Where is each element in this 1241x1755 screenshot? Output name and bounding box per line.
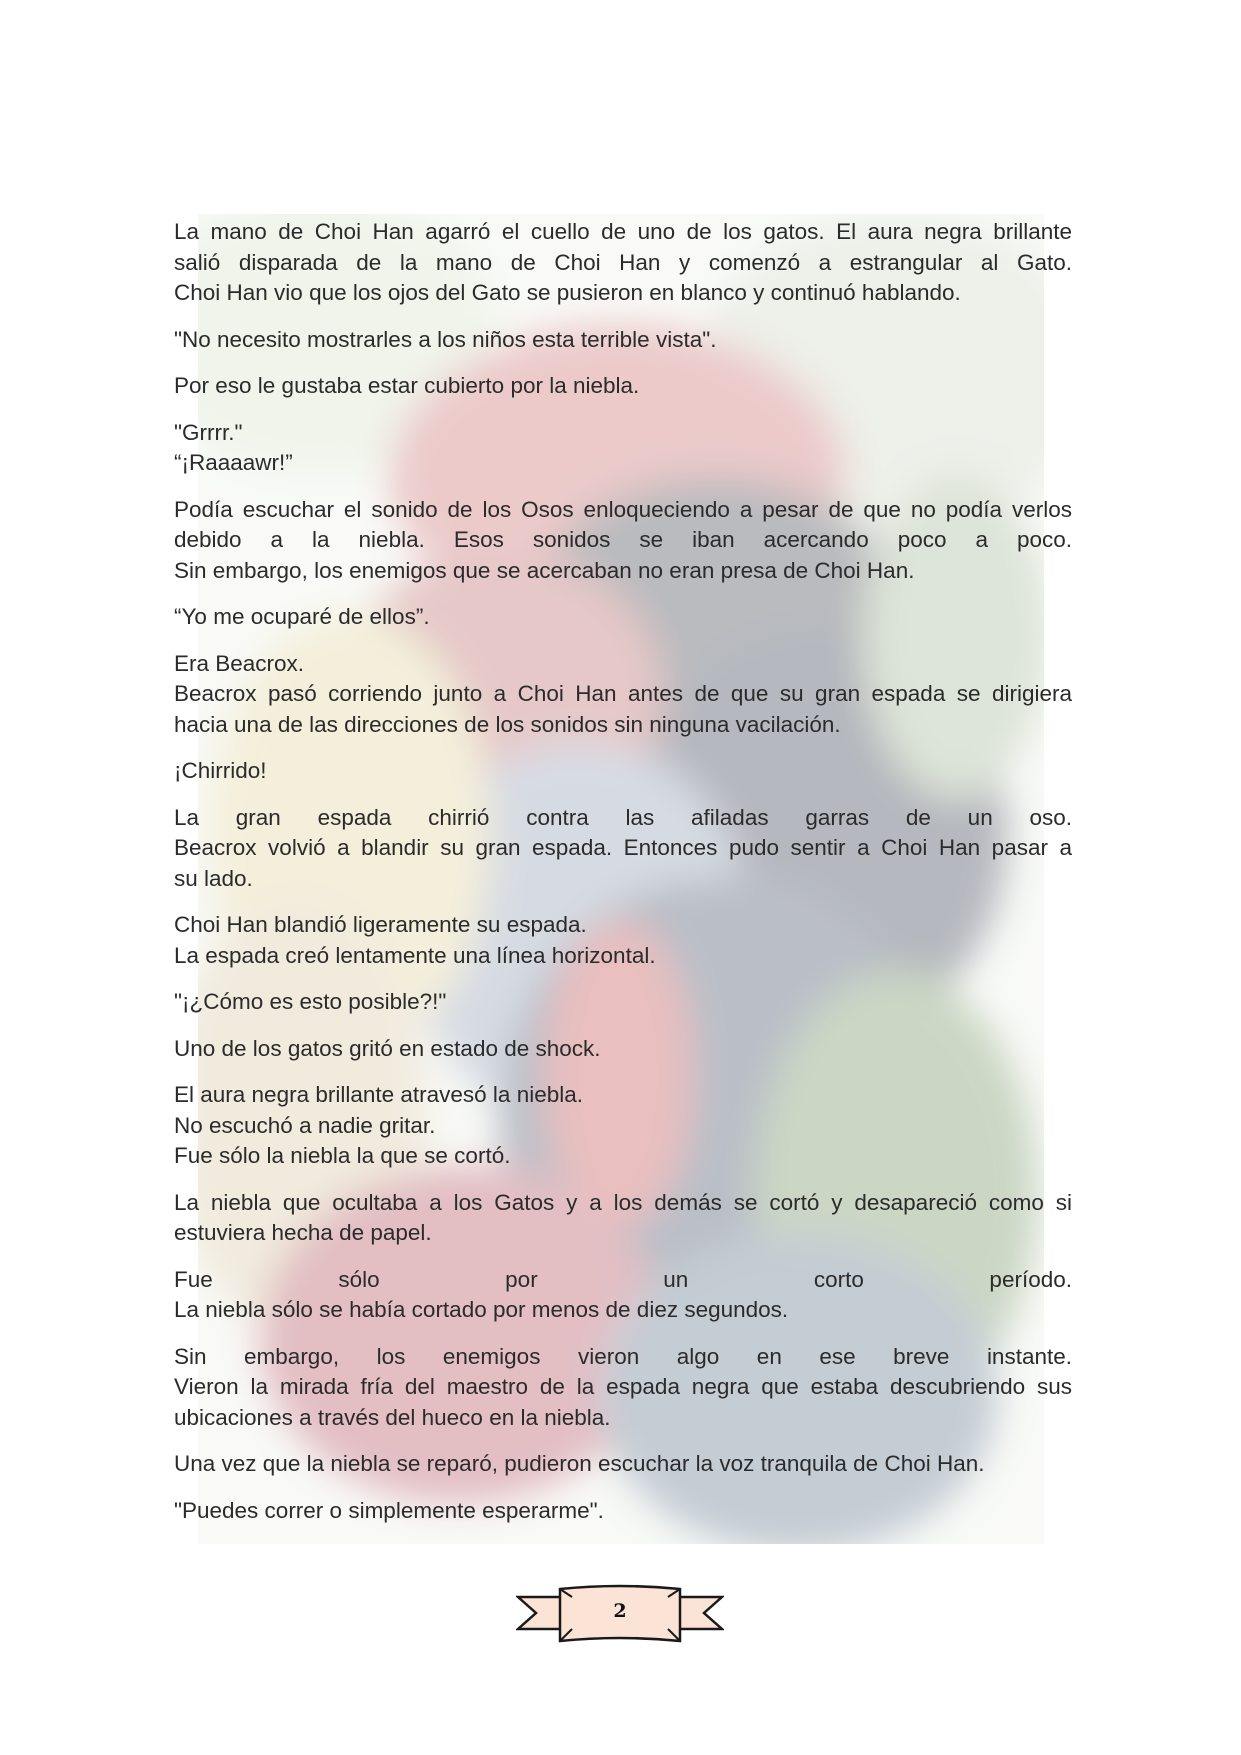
text-line: “Yo me ocuparé de ellos”. — [174, 604, 430, 629]
text-line: debido a la niebla. Esos sonidos se iban acercando poco a poco. — [174, 527, 1072, 552]
text-line: Choi Han blandió ligeramente su espada. — [174, 912, 587, 937]
paragraph — [174, 910, 1072, 971]
paragraph — [174, 1188, 1072, 1249]
paragraph — [174, 371, 1072, 402]
text-line: "Puedes correr o simplemente esperarme". — [174, 1497, 604, 1523]
text-line: No escuchó a nadie gritar. — [174, 1112, 436, 1138]
text-line: "¡¿Cómo es esto posible?!" — [174, 989, 447, 1014]
paragraph — [174, 217, 1072, 309]
paragraph — [174, 756, 1072, 787]
document-body — [174, 217, 1072, 1542]
text-line: Fue sólo la niebla la que se cortó. — [174, 1143, 511, 1168]
paragraph — [174, 1265, 1072, 1326]
text-line: Choi Han vio que los ojos del Gato se pusieron en blanco y continuó hablando. — [174, 280, 961, 305]
text-line: Por eso le gustaba estar cubierto por la niebla. — [174, 373, 640, 398]
text-line: Fue sólo por un corto período. — [174, 1266, 1072, 1292]
paragraph — [174, 987, 1072, 1018]
text-line: Beacrox pasó corriendo junto a Choi Han antes de que su gran espada se dirigiera — [174, 681, 1072, 706]
page-number: 2 — [613, 1600, 627, 1622]
text-line: salió disparada de la mano de Choi Han y comenzó a estrangular al Gato. — [174, 249, 1072, 275]
text-line: su lado. — [174, 865, 253, 891]
text-line: Vieron la mirada fría del maestro de la espada negra que estaba descubriendo sus — [174, 1374, 1072, 1399]
text-line: “¡Raaaawr!” — [174, 450, 293, 475]
text-line: La gran espada chirrió contra las afiladas garras de un oso. — [174, 804, 1072, 830]
paragraph — [174, 602, 1072, 633]
text-line: ¡Chirrido! — [174, 758, 267, 783]
text-line: hacia una de las direcciones de los sonidos sin ninguna vacilación. — [174, 711, 841, 737]
text-line: La mano de Choi Han agarró el cuello de uno de los gatos. El aura negra brillante — [174, 219, 1072, 244]
text-line: Uno de los gatos gritó en estado de shock. — [174, 1035, 601, 1061]
text-line: Era Beacrox. — [174, 650, 305, 676]
paragraph — [174, 803, 1072, 895]
paragraph — [174, 1449, 1072, 1480]
text-line: Sin embargo, los enemigos vieron algo en ese breve instante. — [174, 1343, 1072, 1369]
text-line: Sin embargo, los enemigos que se acercaban no eran presa de Choi Han. — [174, 557, 915, 583]
paragraph — [174, 1342, 1072, 1434]
text-line: Podía escuchar el sonido de los Osos enloqueciendo a pesar de que no podía verlos — [174, 496, 1072, 522]
paragraph — [174, 1496, 1072, 1527]
page-number-banner — [516, 1583, 724, 1643]
text-line: Beacrox volvió a blandir su gran espada. Entonces pudo sentir a Choi Han pasar a — [174, 835, 1072, 860]
paragraph — [174, 1034, 1072, 1065]
text-line: El aura negra brillante atravesó la niebla. — [174, 1082, 583, 1107]
text-line: "Grrrr." — [174, 419, 243, 445]
paragraph — [174, 418, 1072, 479]
text-line: La niebla sólo se había cortado por menos de diez segundos. — [174, 1297, 789, 1322]
text-line: La niebla que ocultaba a los Gatos y a los demás se cortó y desapareció como si — [174, 1189, 1072, 1215]
text-line: Una vez que la niebla se reparó, pudieron escuchar la voz tranquila de Choi Han. — [174, 1451, 985, 1476]
text-line: estuviera hecha de papel. — [174, 1220, 432, 1245]
paragraph — [174, 495, 1072, 587]
text-line: ubicaciones a través del hueco en la niebla. — [174, 1404, 611, 1430]
paragraph — [174, 1080, 1072, 1172]
paragraph — [174, 325, 1072, 356]
text-line: "No necesito mostrarles a los niños esta terrible vista". — [174, 326, 717, 352]
paragraph — [174, 649, 1072, 741]
text-line: La espada creó lentamente una línea horizontal. — [174, 942, 656, 968]
